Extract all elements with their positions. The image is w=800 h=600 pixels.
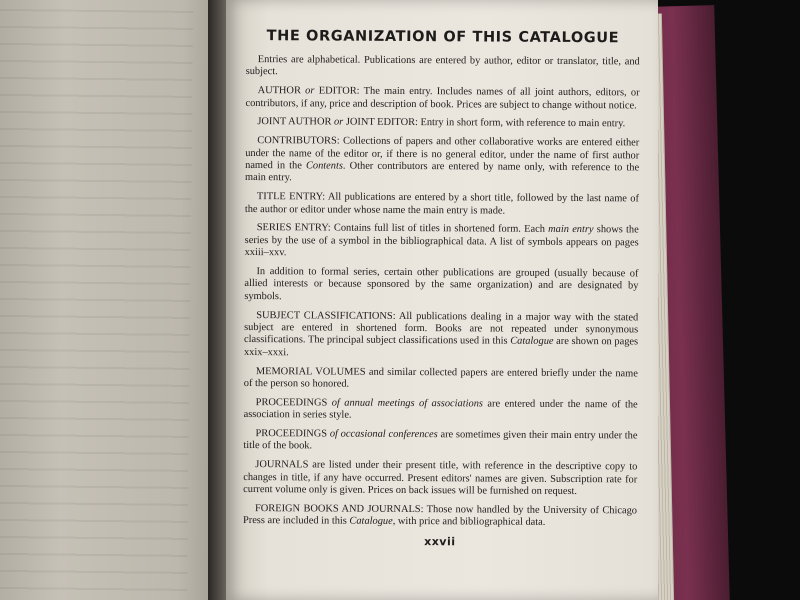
left-page <box>0 0 236 600</box>
paragraph-author-editor: AUTHOR or EDITOR: The main entry. Includes names of all joint authors, editors, or contributors, if any, price and description of book. Prices are subject to change without notice. <box>245 85 640 111</box>
paragraph-subject-classifications: SUBJECT CLASSIFICATIONS: All publications dealing in a major way with the stated subject are entered in shortened form. Books are not repeated under synonymous classifications. The principal subject classifications used in this Catalogue are shown on pages xxix–xxxi. <box>243 309 639 359</box>
paragraph-contributors: CONTRIBUTORS: Collections of papers and other collaborative works are entered either under the name of the editor or, if there is no general editor, under the name of first author named in the Contents. Other contributors are entered by name only, with reference to the main entry. <box>245 135 640 184</box>
paragraph-intro: Entries are alphabetical. Publications are entered by author, editor or translator, title, and subject. <box>245 54 640 78</box>
paragraph-foreign-books: FOREIGN BOOKS AND JOURNALS: Those now handled by the University of Chicago Press are included in this Catalogue, with price and bibliographical data. <box>242 502 638 529</box>
page-content <box>243 24 640 549</box>
paragraph-proceedings-annual: PROCEEDINGS of annual meetings of associations are entered under the name of the association in series style. <box>243 396 638 421</box>
page-title: THE ORGANIZATION OF THIS CATALOGUE <box>266 28 620 47</box>
paragraph-joint-author: JOINT AUTHOR or JOINT EDITOR: Entry in short form, with reference to main entry. <box>257 116 626 130</box>
paragraph-series-entry: SERIES ENTRY: Contains full list of titles in shortened form. Each main entry shows the series by the use of a symbol in the bibliographical data. A list of symbols appears on pages xxiii–xxv. <box>244 222 639 259</box>
paragraph-memorial-volumes: MEMORIAL VOLUMES and similar collected papers are entered briefly under the name of the person so honored. <box>243 365 638 390</box>
paragraph-formal-series: In addition to formal series, certain other publications are grouped (usually because of allied interests or because sponsored by the same organization) and are designated by symbols. <box>244 266 639 303</box>
paragraph-journals: JOURNALS are listed under their present title, with reference in the descriptive copy to changes in title, if any have occurred. Present editors' names are given. Subscription rate for current volume only is given. Prices on back issues will be furnished on request. <box>243 459 638 498</box>
page-number: xxvii <box>424 535 456 549</box>
paragraph-proceedings-occasional: PROCEEDINGS of occasional conferences are sometimes given their main entry under the title of the book. <box>243 428 638 452</box>
left-page-faint-text <box>0 9 193 600</box>
paragraph-title-entry: TITLE ENTRY: All publications are entered by a short title, followed by the last name of the author or editor under whose name the main entry is made. <box>244 191 639 217</box>
